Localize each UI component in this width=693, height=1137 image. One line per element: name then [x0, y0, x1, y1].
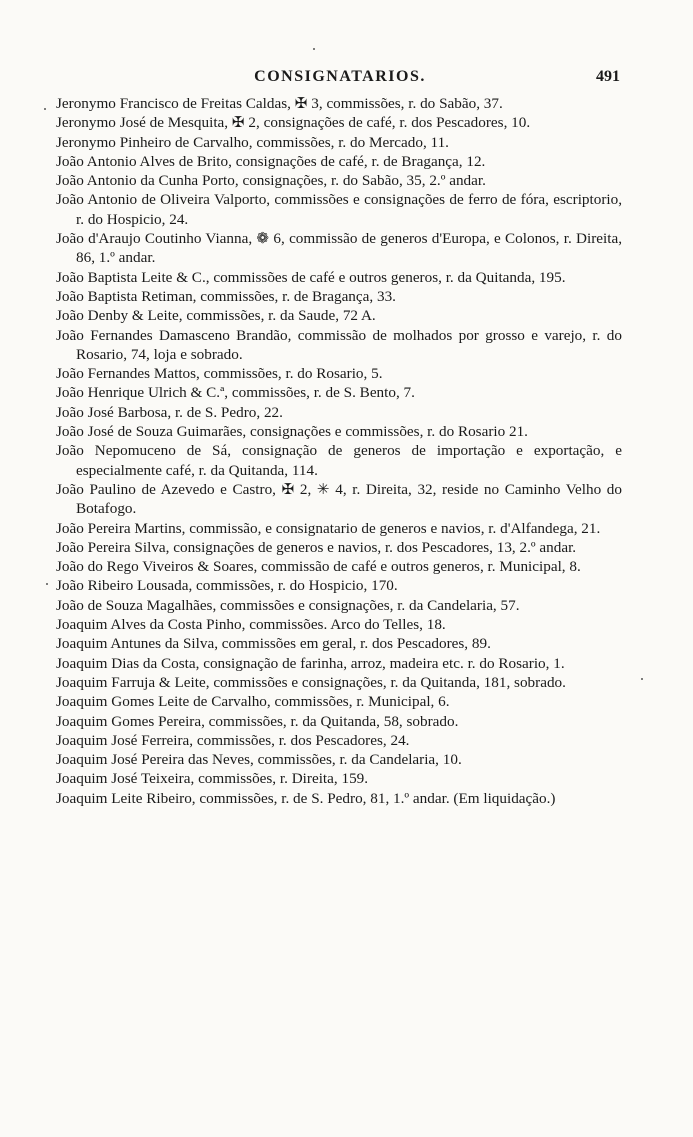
list-item: João José Barbosa, r. de S. Pedro, 22.: [56, 403, 283, 421]
list-item: João Pereira Martins, commissão, e consignatario de generos e navios, r. d'Alfandega, 21.: [56, 519, 601, 537]
list-item: João Nepomuceno de Sá, consignação de generos de importação e exportação, e especialmente café, r. da Quitanda, 114.: [56, 442, 622, 479]
list-item: João Baptista Retiman, commissões, r. de Bragança, 33.: [56, 287, 396, 305]
list-item: João José de Souza Guimarães, consignações e commissões, r. do Rosario 21.: [56, 423, 528, 441]
list-item: Joaquim José Pereira das Neves, commissões, r. da Candelaria, 10.: [56, 751, 462, 769]
list-item: João Fernandes Mattos, commissões, r. do Rosario, 5.: [56, 365, 383, 383]
paper-speck: [44, 108, 46, 110]
list-item: Jeronymo Francisco de Freitas Caldas, ✠ 3, commissões, r. do Sabão, 37.: [56, 95, 503, 112]
list-item: João Antonio Alves de Brito, consignações de café, r. de Bragança, 12.: [56, 152, 486, 170]
page-header: [60, 68, 620, 92]
list-item: João Antonio da Cunha Porto, consignações, r. do Sabão, 35, 2.º andar.: [56, 172, 486, 190]
list-item: João Ribeiro Lousada, commissões, r. do Hospicio, 170.: [56, 577, 398, 595]
list-item: Joaquim Dias da Costa, consignação de farinha, arroz, madeira etc. r. do Rosario, 1.: [56, 654, 565, 672]
list-item: Joaquim Gomes Leite de Carvalho, commissões, r. Municipal, 6.: [56, 693, 450, 711]
list-item: Joaquim José Teixeira, commissões, r. Direita, 159.: [56, 770, 369, 788]
paper-speck: [46, 583, 48, 585]
list-item: Joaquim José Ferreira, commissões, r. dos Pescadores, 24.: [56, 731, 410, 749]
list-item: João Denby & Leite, commissões, r. da Saude, 72 A.: [56, 307, 376, 325]
list-item: João Fernandes Damasceno Brandão, commissão de molhados por grosso e varejo, r. do Rosario, 74, loja e sobrado.: [56, 326, 622, 363]
list-item: João Pereira Silva, consignações de generos e navios, r. dos Pescadores, 13, 2.º andar.: [56, 538, 577, 556]
consignee-list: [56, 94, 622, 808]
list-item: João Baptista Leite & C., commissões de café e outros generos, r. da Quitanda, 195.: [56, 268, 566, 286]
list-item: João Antonio de Oliveira Valporto, commissões e consignações de ferro de fóra, escriptorio, r. do Hospicio, 24.: [56, 191, 622, 228]
list-item: Joaquim Alves da Costa Pinho, commissões. Arco do Telles, 18.: [56, 616, 446, 634]
page-number: 491: [596, 68, 620, 85]
list-item: Joaquim Leite Ribeiro, commissões, r. de S. Pedro, 81, 1.º andar. (Em liquidação.): [56, 789, 556, 807]
paper-speck: [641, 678, 643, 680]
list-item: João Paulino de Azevedo e Castro, ✠ 2, ✳ 4, r. Direita, 32, reside no Caminho Velho do Botafogo.: [56, 480, 622, 518]
list-item: Jeronymo José de Mesquita, ✠ 2, consignações de café, r. dos Pescadores, 10.: [56, 114, 531, 132]
section-title: CONSIGNATARIOS.: [254, 68, 426, 85]
paper-speck: [313, 48, 315, 50]
list-item: Jeronymo Pinheiro de Carvalho, commissões, r. do Mercado, 11.: [56, 133, 449, 151]
list-item: João do Rego Viveiros & Soares, commissão de café e outros generos, r. Municipal, 8.: [56, 558, 581, 576]
list-item: João de Souza Magalhães, commissões e consignações, r. da Candelaria, 57.: [56, 596, 520, 614]
list-item: Joaquim Antunes da Silva, commissões em geral, r. dos Pescadores, 89.: [56, 635, 491, 653]
list-item: Joaquim Gomes Pereira, commissões, r. da Quitanda, 58, sobrado.: [56, 712, 459, 730]
list-item: João Henrique Ulrich & C.ª, commissões, r. de S. Bento, 7.: [56, 384, 415, 402]
list-item: Joaquim Farruja & Leite, commissões e consignações, r. da Quitanda, 181, sobrado.: [56, 673, 566, 691]
list-item: João d'Araujo Coutinho Vianna, ❁ 6, commissão de generos d'Europa, e Colonos, r. Direita, 86, 1.º andar.: [56, 230, 622, 267]
